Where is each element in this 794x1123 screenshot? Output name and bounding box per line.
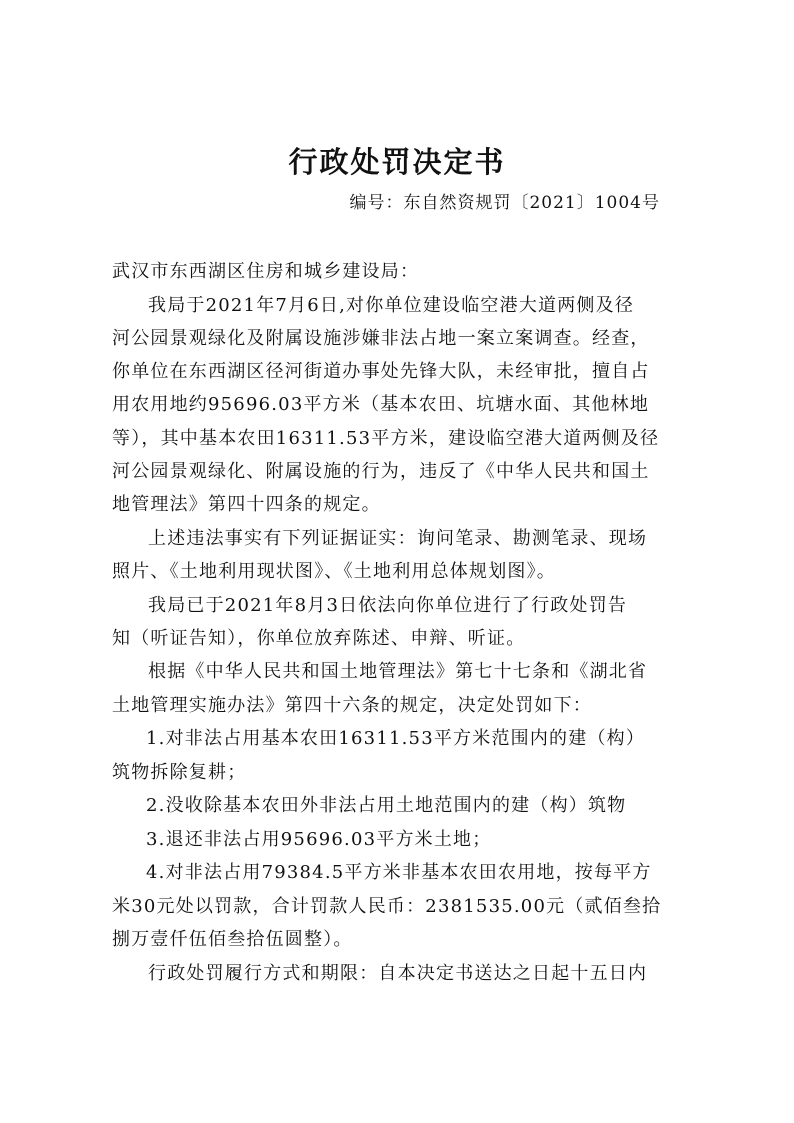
- document-number: 编号：东自然资规罚〔2021〕1004号: [349, 193, 660, 213]
- body-line: 土地管理实施办法》第四十六条的规定，决定处罚如下：: [112, 695, 592, 716]
- recipient-line: 武汉市东西湖区住房和城乡建设局：: [112, 261, 420, 282]
- body-line: 知（听证告知），你单位放弃陈述、申辩、听证。: [112, 628, 526, 649]
- body-line: 你单位在东西湖区径河街道办事处先锋大队，未经审批，擅自占: [112, 361, 650, 382]
- body-line: 地管理法》第四十四条的规定。: [112, 494, 381, 515]
- body-line: 用农用地约95696.03平方米（基本农田、坑塘水面、其他林地: [112, 394, 650, 415]
- penalty-item: 3.退还非法占用95696.03平方米土地；: [146, 829, 492, 850]
- body-line: 筑物拆除复耕；: [112, 762, 247, 783]
- body-line: 米30元处以罚款，合计罚款人民币：2381535.00元（贰佰叁拾: [112, 896, 662, 917]
- body-line: 我局已于2021年8月3日依法向你单位进行了行政处罚告: [148, 595, 628, 616]
- body-line: 河公园景观绿化、附属设施的行为，违反了《中华人民共和国土: [112, 461, 650, 482]
- penalty-item: 4.对非法占用79384.5平方米非基本农田农用地，按每平方: [146, 862, 652, 883]
- body-line: 上述违法事实有下列证据证实：询问笔录、勘测笔录、现场: [148, 528, 648, 549]
- body-line: 我局于2021年7月6日,对你单位建设临空港大道两侧及径: [148, 295, 635, 316]
- body-line: 捌万壹仟伍佰叁拾伍圆整）。: [112, 929, 353, 950]
- body-line: 照片、《土地利用现状图》、《土地利用总体规划图》。: [112, 561, 556, 582]
- body-line: 等），其中基本农田16311.53平方米，建设临空港大道两侧及径: [112, 428, 660, 449]
- penalty-item: 2.没收除基本农田外非法占用土地范围内的建（构）筑物: [146, 795, 627, 816]
- body-line: 河公园景观绿化及附属设施涉嫌非法占地一案立案调查。经查，: [112, 328, 650, 349]
- document-title: 行政处罚决定书: [288, 145, 506, 179]
- body-line: 行政处罚履行方式和期限：自本决定书送达之日起十五日内: [148, 963, 648, 984]
- penalty-item: 1.对非法占用基本农田16311.53平方米范围内的建（构）: [146, 728, 646, 749]
- body-line: 根据《中华人民共和国土地管理法》第七十七条和《湖北省: [148, 661, 648, 682]
